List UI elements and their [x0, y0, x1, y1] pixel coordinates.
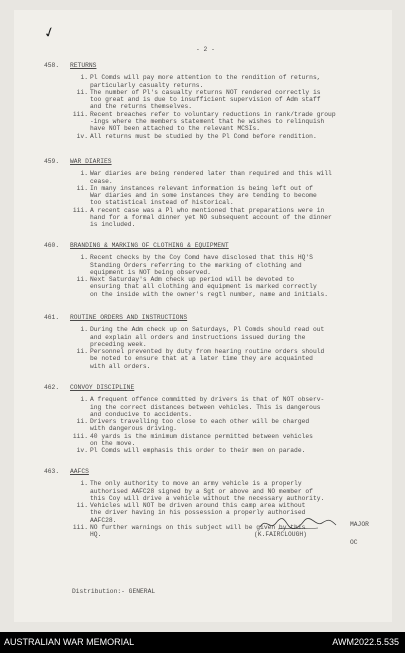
- item-text: Recent breaches refer to voluntary reductions in rank/trade group -ings where the members statement that he wishes to relinquish have NOT been attached to the relevant MCSIs.: [90, 110, 336, 133]
- list-item: [44, 133, 379, 140]
- item-text: In many instances relevant information is being left out of War diaries and in some instances they are tending to become too statistical instead of historical.: [90, 184, 317, 207]
- item-numeral: iv.: [76, 447, 88, 455]
- handwritten-tick-mark: ✓: [41, 23, 58, 43]
- list-item: [44, 326, 379, 348]
- section-458: [44, 62, 379, 140]
- item-text: All returns must be studied by the Pl Comd before rendition.: [90, 132, 317, 140]
- list-item: [44, 480, 379, 502]
- list-item: [44, 170, 379, 185]
- item-text: Pl Comds will emphasis this order to their men on parade.: [90, 447, 306, 455]
- document-body: [14, 10, 392, 622]
- item-numeral: ii.: [76, 502, 88, 510]
- section-number: 461.: [44, 314, 60, 321]
- list-item: [44, 418, 379, 433]
- item-numeral: i.: [80, 326, 88, 334]
- section-title: WAR DIARIES: [70, 158, 112, 165]
- item-numeral: i.: [80, 480, 88, 488]
- section-title: BRANDING & MARKING OF CLOTHING & EQUIPMENT: [70, 242, 229, 249]
- item-text: War diaries are being rendered later than required and this will cease.: [90, 170, 332, 185]
- section-number: 459.: [44, 158, 60, 165]
- list-item: [44, 111, 379, 133]
- distribution-line: Distribution:- GENERAL: [72, 588, 156, 595]
- list-item: [44, 89, 379, 111]
- section-title: CONVOY DISCIPLINE: [70, 384, 135, 391]
- section-number: 462.: [44, 384, 60, 391]
- item-text: Drivers travelling too close to each other will be charged with dangerous driving.: [90, 418, 310, 433]
- item-text: Recent checks by the Coy Comd have disclosed that this HQ'S Standing Orders referring to the marking of clothing and equipment is NOT being observed.: [90, 254, 313, 276]
- accession-number: AWM2022.5.535: [332, 637, 399, 647]
- item-text: Personnel prevented by duty from hearing routine orders should be noted to ensure that at a later time they are acquainted with all orders.: [90, 348, 325, 370]
- item-numeral: iii.: [72, 432, 88, 440]
- item-numeral: i.: [80, 74, 88, 82]
- item-text: A recent case was a Pl who mentioned that preparations were in hand for a formal dinner yet NO subsequent account of the dinner is included.: [90, 206, 332, 229]
- section-heading: [44, 62, 379, 69]
- item-numeral: i.: [80, 396, 88, 404]
- section-title: ROUTINE ORDERS AND INSTRUCTIONS: [70, 314, 188, 321]
- item-numeral: ii.: [76, 348, 88, 356]
- section-title: AAFCS: [70, 468, 89, 475]
- item-numeral: ii.: [76, 418, 88, 426]
- section-heading: [44, 242, 379, 249]
- page-number: - 2 -: [196, 46, 215, 53]
- item-text: Pl Comds will pay more attention to the rendition of returns, particularly casualty returns.: [90, 74, 321, 89]
- section-460: [44, 242, 379, 298]
- item-text: The only authority to move an army vehicle is a properly authorised AAFC28 signed by a Sgt or above and NO member of this Coy will drive a vehicle without the necessary authority.: [90, 480, 325, 502]
- signatory-rank: MAJOR: [350, 521, 369, 528]
- item-text: 40 yards is the minimum distance permitted between vehicles on the move.: [90, 432, 313, 448]
- signatory-appointment: OC: [350, 539, 358, 546]
- signatory-name: (K.FAIRCLOUGH): [254, 531, 307, 538]
- list-item: [44, 185, 379, 207]
- section-461: [44, 314, 379, 370]
- list-item: [44, 254, 379, 276]
- item-text: The number of Pl's casualty returns NOT rendered correctly is too great and is due to insufficient supervision of Adm staff and the returns themselves.: [90, 88, 321, 111]
- item-numeral: i.: [80, 254, 88, 262]
- section-459: [44, 158, 379, 229]
- section-title: RETURNS: [70, 62, 97, 69]
- section-heading: [44, 468, 379, 475]
- item-text: A frequent offence committed by drivers is that of NOT observ- ing the correct distances between vehicles. This is dangerous and conducive to accidents.: [90, 396, 325, 418]
- list-item: [44, 447, 379, 454]
- item-numeral: iii.: [72, 206, 88, 214]
- archive-caption-bar: [0, 632, 405, 653]
- item-numeral: i.: [80, 170, 88, 178]
- section-heading: [44, 314, 379, 321]
- item-text: Next Saturday's Adm check up period will be devoted to ensuring that all clothing and equipment is marked correctly on the inside with the owner's regtl number, name and initials.: [90, 276, 329, 298]
- list-item: [44, 74, 379, 89]
- section-462: [44, 384, 379, 455]
- section-heading: [44, 158, 379, 165]
- list-item: [44, 207, 379, 229]
- item-text: During the Adm check up on Saturdays, Pl Comds should read out and explain all orders and instructions issued during the preceding week.: [90, 326, 325, 348]
- list-item: [44, 276, 379, 298]
- item-numeral: ii.: [76, 276, 88, 284]
- list-item: [44, 396, 379, 418]
- institution-label: AUSTRALIAN WAR MEMORIAL: [4, 637, 135, 647]
- item-numeral: ii.: [76, 88, 88, 96]
- item-numeral: iii.: [72, 110, 88, 118]
- section-number: 458.: [44, 62, 60, 69]
- item-numeral: iv.: [76, 132, 88, 140]
- list-item: [44, 348, 379, 370]
- item-numeral: iii.: [72, 524, 88, 532]
- section-number: 463.: [44, 468, 60, 475]
- section-number: 460.: [44, 242, 60, 249]
- list-item: [44, 433, 379, 448]
- item-text: Vehicles will NOT be driven around this camp area without the driver having in his possession a properly authorised AAFC28.: [90, 502, 306, 524]
- item-text: NO further warnings on this subject will be given by this HQ.: [90, 524, 306, 539]
- document-sheet: [14, 10, 392, 622]
- item-numeral: ii.: [76, 184, 88, 192]
- section-heading: [44, 384, 379, 391]
